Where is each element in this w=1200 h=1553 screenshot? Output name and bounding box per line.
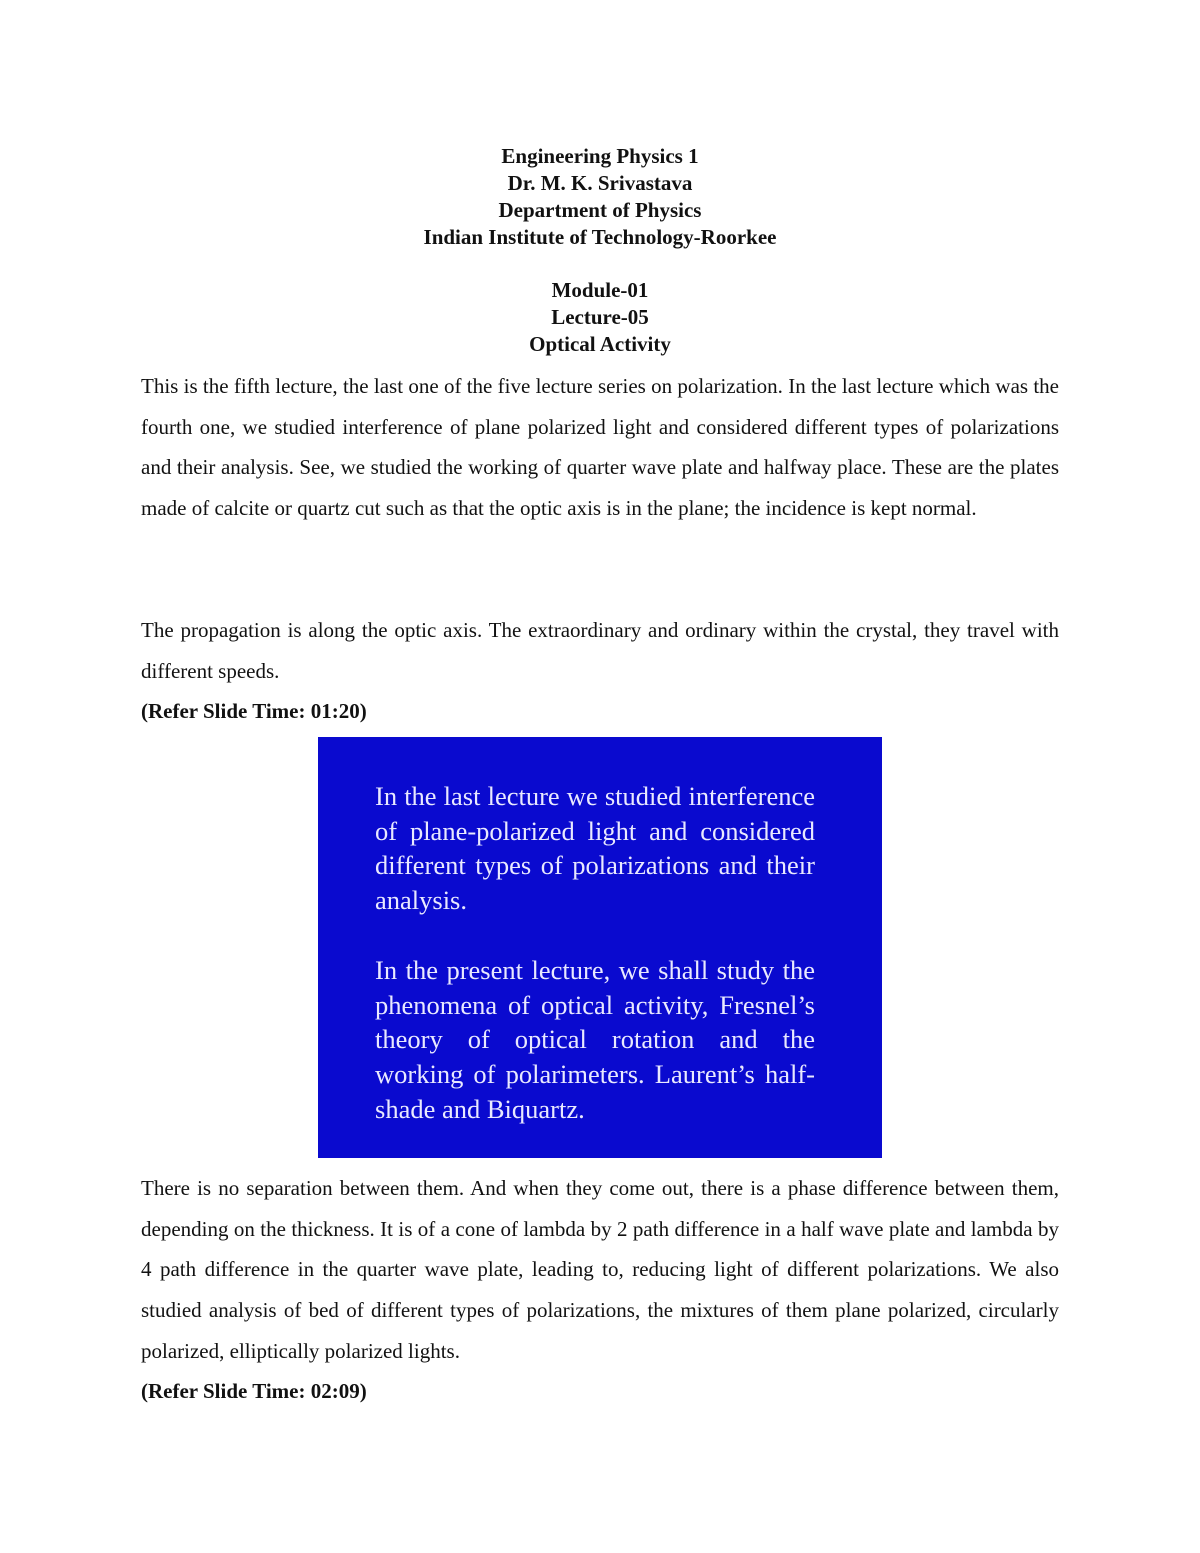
course-title: Engineering Physics 1 <box>501 144 699 168</box>
slide-text-previous-lecture: In the last lecture we studied interference of plane-polarized light and considered different types of polarizations and their analysis. <box>375 781 815 916</box>
module-label: Module-01 <box>551 278 649 302</box>
refer-slide-time-1: (Refer Slide Time: 01:20) <box>141 699 367 723</box>
lecture-slide <box>318 737 882 1158</box>
paragraph-phase-difference: There is no separation between them. And when they come out, there is a phase difference between them, depending on the thickness. It is of a cone of lambda by 2 path difference in a half wave plate and lambda by 4 path difference in the quarter wave plate, leading to, reducing light of different polarizations. We also studied analysis of bed of different types of polarizations, the mixtures of them plane polarized, circularly polarized, elliptically polarized lights. <box>141 1176 1059 1363</box>
author-name: Dr. M. K. Srivastava <box>507 171 693 195</box>
lecture-label: Lecture-05 <box>551 305 649 329</box>
paragraph-propagation: The propagation is along the optic axis. The extraordinary and ordinary within the crystal, they travel with different speeds. <box>141 618 1059 683</box>
refer-slide-time-2: (Refer Slide Time: 02:09) <box>141 1379 367 1403</box>
department-name: Department of Physics <box>498 198 702 222</box>
paragraph-intro: This is the fifth lecture, the last one of the five lecture series on polarization. In the last lecture which was the fourth one, we studied interference of plane polarized light and considered different types of polarizations and their analysis. See, we studied the working of quarter wave plate and halfway place. These are the plates made of calcite or quartz cut such as that the optic axis is in the plane; the incidence is kept normal. <box>141 374 1059 521</box>
header-spacer <box>0 251 1200 277</box>
document-header <box>0 143 1200 358</box>
slide-text-present-lecture: In the present lecture, we shall study the phenomena of optical activity, Fresnel’s theory of optical rotation and the working of polarimeters. Laurent’s half- shade and Biquartz. <box>375 955 815 1124</box>
lecture-topic: Optical Activity <box>529 332 671 356</box>
institute-name: Indian Institute of Technology-Roorkee <box>423 225 777 249</box>
